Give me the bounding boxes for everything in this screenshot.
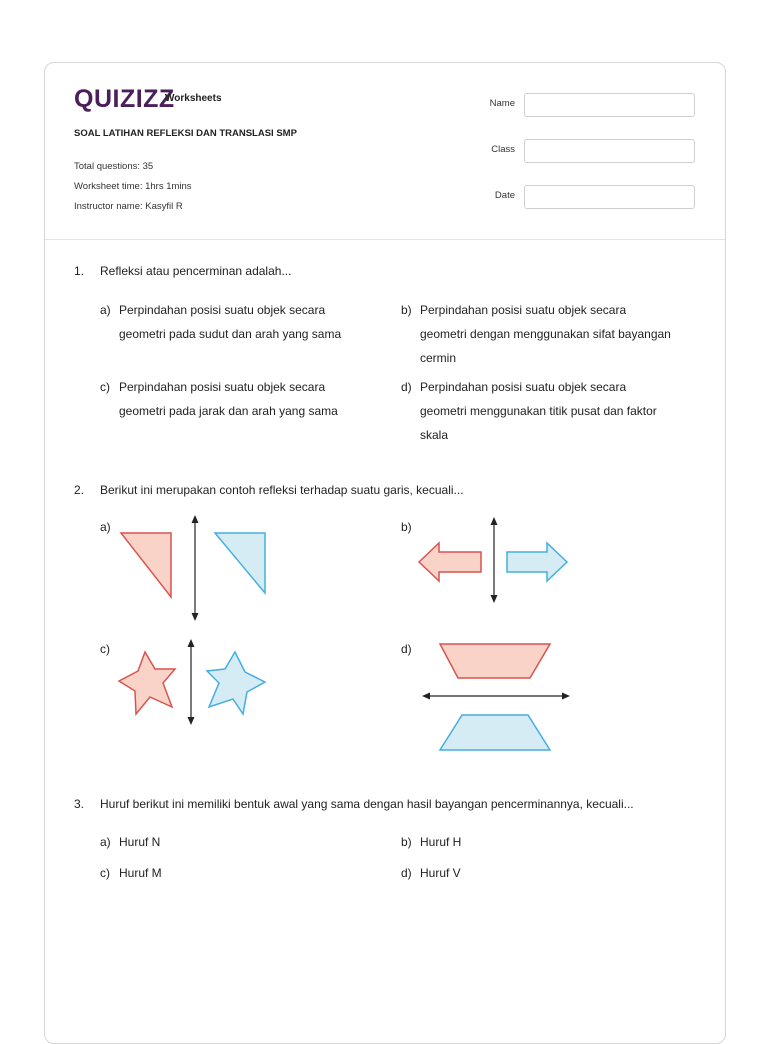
question-3-option-b[interactable] [401,830,601,854]
figure-b-label[interactable]: b) [401,520,412,534]
worksheet-title: SOAL LATIHAN REFLEKSI DAN TRANSLASI SMP [74,128,297,139]
worksheet-header [45,63,725,240]
option-line: geometri pada sudut dan arah yang sama [119,327,342,341]
option-text: Huruf N [119,835,161,849]
arrow-right-icon [562,693,570,700]
date-label: Date [494,190,515,201]
arrow-down-icon [188,717,195,725]
question-3-option-a[interactable] [100,830,300,854]
figure-d-trapezoids [420,640,580,756]
blue-star [207,652,265,714]
arrow-up-icon [192,515,199,523]
question-3-option-c[interactable] [100,861,300,885]
logo-subtitle: Worksheets [165,93,222,104]
class-label: Class [491,144,515,155]
question-1-number: 1. [74,264,85,278]
question-3-text: Huruf berikut ini memiliki bentuk awal yang sama dengan hasil bayangan pencerminannya, kecuali... [100,797,634,811]
total-questions: Total questions: 35 [74,161,154,172]
option-line: Perpindahan posisi suatu objek secara [119,303,326,317]
red-trapezoid [440,644,550,678]
red-arrow [419,543,481,581]
option-text: Huruf M [119,866,162,880]
arrow-down-icon [192,613,199,621]
quizizz-logo: QUIZIZZ [74,85,175,113]
blue-trapezoid [440,715,550,750]
question-1-text: Refleksi atau pencerminan adalah... [100,264,292,278]
option-label: a) [100,303,111,317]
figure-d-label[interactable]: d) [401,642,412,656]
option-label: b) [401,835,412,849]
option-line: Perpindahan posisi suatu objek secara [420,303,627,317]
date-field[interactable] [524,185,695,209]
option-line: geometri pada jarak dan arah yang sama [119,404,338,418]
arrow-down-icon [491,595,498,603]
question-3-number: 3. [74,797,85,811]
question-1-option-d[interactable] [401,375,701,447]
name-field[interactable] [524,93,695,117]
figure-a-triangles [115,513,275,623]
option-line: Perpindahan posisi suatu objek secara [420,380,627,394]
option-text: Huruf V [420,866,461,880]
option-label: a) [100,835,111,849]
arrow-up-icon [491,517,498,525]
figure-c-stars [115,637,275,729]
instructor-name: Instructor name: Kasyfil R [74,201,183,212]
name-label: Name [489,98,515,109]
blue-arrow [507,543,567,581]
red-star [119,652,175,714]
blue-triangle [215,533,265,593]
option-label: d) [401,380,412,394]
option-line: cermin [420,351,457,365]
option-label: d) [401,866,412,880]
class-field[interactable] [524,139,695,163]
option-label: b) [401,303,412,317]
option-line: geometri dengan menggunakan sifat bayangan [420,327,671,341]
option-line: geometri menggunakan titik pusat dan faktor [420,404,657,418]
question-2-number: 2. [74,483,85,497]
worksheet-time: Worksheet time: 1hrs 1mins [74,181,192,192]
question-3-option-d[interactable] [401,861,601,885]
option-line: skala [420,428,449,442]
option-line: Perpindahan posisi suatu objek secara [119,380,326,394]
arrow-left-icon [422,693,430,700]
question-2-text: Berikut ini merupakan contoh refleksi terhadap suatu garis, kecuali... [100,483,464,497]
question-1-option-c[interactable] [100,375,390,423]
figure-b-arrows [415,515,575,605]
figure-c-label[interactable]: c) [100,642,110,656]
option-text: Huruf H [420,835,462,849]
option-label: c) [100,380,110,394]
option-label: c) [100,866,110,880]
red-triangle [121,533,171,597]
figure-a-label[interactable]: a) [100,520,111,534]
question-1-option-b[interactable] [401,298,701,370]
arrow-up-icon [188,639,195,647]
question-1-option-a[interactable] [100,298,390,346]
